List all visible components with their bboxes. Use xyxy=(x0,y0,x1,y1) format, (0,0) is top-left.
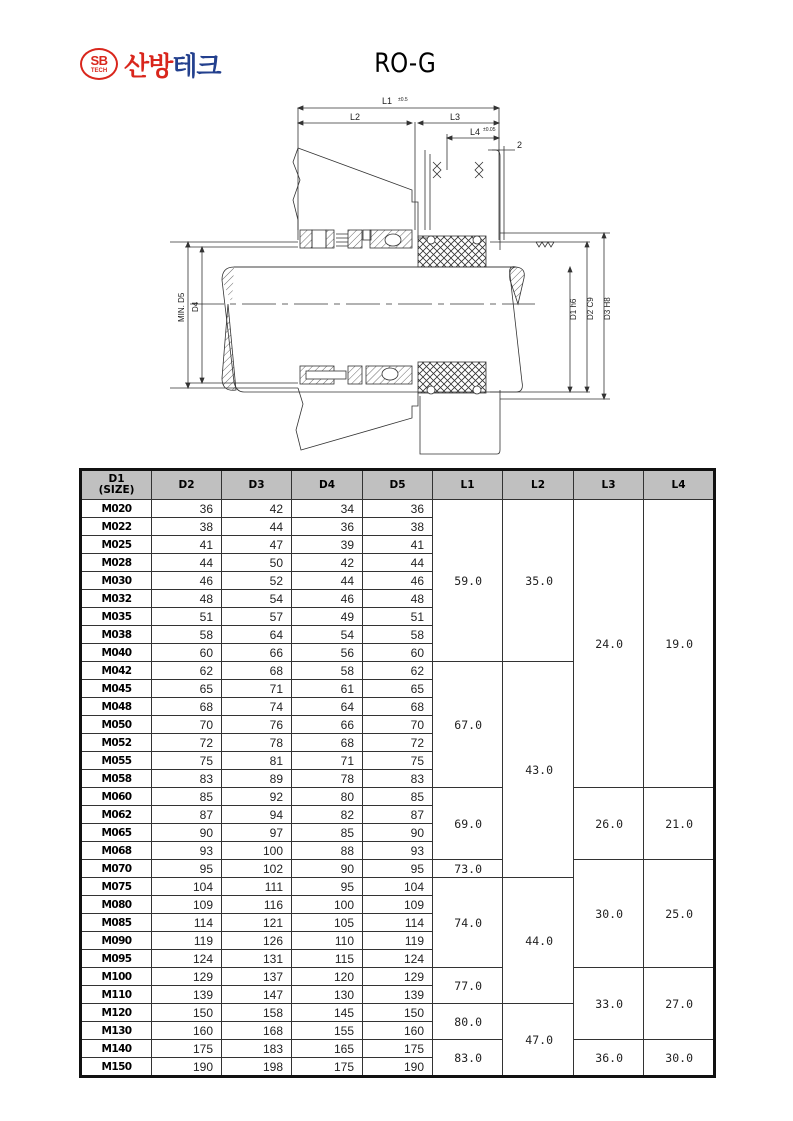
cell-size: M045 xyxy=(81,680,152,698)
cell-d3: 97 xyxy=(222,824,292,842)
cell-d2: 68 xyxy=(152,698,222,716)
cell-d3: 54 xyxy=(222,590,292,608)
cell-d4: 90 xyxy=(292,860,363,878)
cell-l4: 27.0 xyxy=(644,968,715,1040)
cell-d4: 165 xyxy=(292,1040,363,1058)
cell-d2: 41 xyxy=(152,536,222,554)
cell-d4: 46 xyxy=(292,590,363,608)
label-min-d5: MIN. D5 xyxy=(177,292,186,322)
label-d3: D3 H8 xyxy=(603,297,612,320)
cell-d3: 42 xyxy=(222,500,292,518)
cell-d2: 87 xyxy=(152,806,222,824)
dimension-table xyxy=(79,468,716,1078)
cell-d5: 70 xyxy=(363,716,433,734)
label-d1: D1 h6 xyxy=(569,298,578,320)
label-l1: L1 xyxy=(382,96,393,106)
cell-size: M025 xyxy=(81,536,152,554)
cell-d3: 50 xyxy=(222,554,292,572)
cell-d4: 42 xyxy=(292,554,363,572)
seal-cross-section-drawing xyxy=(150,90,630,462)
table-row xyxy=(81,968,715,986)
cell-size: M030 xyxy=(81,572,152,590)
cell-d2: 38 xyxy=(152,518,222,536)
cell-d3: 94 xyxy=(222,806,292,824)
cell-d5: 60 xyxy=(363,644,433,662)
header-d2: D2 xyxy=(152,470,222,500)
cell-size: M052 xyxy=(81,734,152,752)
cell-size: M130 xyxy=(81,1022,152,1040)
cell-d3: 44 xyxy=(222,518,292,536)
cell-d4: 44 xyxy=(292,572,363,590)
label-l1-tolerance: ±0.5 xyxy=(398,97,408,103)
cell-l4: 19.0 xyxy=(644,500,715,788)
cell-size: M032 xyxy=(81,590,152,608)
cell-d5: 90 xyxy=(363,824,433,842)
label-l4: L4 xyxy=(470,127,481,137)
cell-d4: 110 xyxy=(292,932,363,950)
cell-size: M055 xyxy=(81,752,152,770)
cell-size: M085 xyxy=(81,914,152,932)
cell-d2: 175 xyxy=(152,1040,222,1058)
cell-l3: 30.0 xyxy=(574,860,644,968)
cell-d3: 102 xyxy=(222,860,292,878)
cell-d3: 147 xyxy=(222,986,292,1004)
logo-badge xyxy=(80,48,118,80)
cell-d5: 93 xyxy=(363,842,433,860)
logo-wordmark xyxy=(124,46,220,83)
cell-d3: 57 xyxy=(222,608,292,626)
cell-d4: 39 xyxy=(292,536,363,554)
cell-d5: 44 xyxy=(363,554,433,572)
cell-l4: 21.0 xyxy=(644,788,715,860)
cell-d2: 95 xyxy=(152,860,222,878)
cell-d5: 119 xyxy=(363,932,433,950)
cell-size: M120 xyxy=(81,1004,152,1022)
cell-size: M020 xyxy=(81,500,152,518)
label-d4: D4 xyxy=(191,301,200,312)
cell-l1: 83.0 xyxy=(433,1040,503,1077)
logo-badge-sub: TECH xyxy=(90,68,108,74)
cell-l2: 43.0 xyxy=(503,662,574,878)
cell-d4: 95 xyxy=(292,878,363,896)
cell-l2: 35.0 xyxy=(503,500,574,662)
cell-d2: 75 xyxy=(152,752,222,770)
cell-d4: 71 xyxy=(292,752,363,770)
cell-d2: 139 xyxy=(152,986,222,1004)
cell-d2: 93 xyxy=(152,842,222,860)
cell-d4: 66 xyxy=(292,716,363,734)
header-l4: L4 xyxy=(644,470,715,500)
label-l4-tolerance: ±0.05 xyxy=(483,127,496,133)
cell-l1: 74.0 xyxy=(433,878,503,968)
cell-d3: 92 xyxy=(222,788,292,806)
cell-d5: 85 xyxy=(363,788,433,806)
header-l1: L1 xyxy=(433,470,503,500)
cell-size: M035 xyxy=(81,608,152,626)
cell-d5: 72 xyxy=(363,734,433,752)
cell-l1: 69.0 xyxy=(433,788,503,860)
cell-d2: 65 xyxy=(152,680,222,698)
cell-d5: 114 xyxy=(363,914,433,932)
cell-d5: 87 xyxy=(363,806,433,824)
cell-d3: 198 xyxy=(222,1058,292,1077)
cell-d4: 34 xyxy=(292,500,363,518)
cell-d2: 85 xyxy=(152,788,222,806)
cell-l2: 44.0 xyxy=(503,878,574,1004)
cell-d5: 83 xyxy=(363,770,433,788)
cell-d4: 54 xyxy=(292,626,363,644)
cell-d4: 68 xyxy=(292,734,363,752)
cell-d2: 160 xyxy=(152,1022,222,1040)
cell-size: M042 xyxy=(81,662,152,680)
cell-l3: 33.0 xyxy=(574,968,644,1040)
label-l2: L2 xyxy=(350,112,361,122)
cell-d2: 70 xyxy=(152,716,222,734)
cell-d3: 66 xyxy=(222,644,292,662)
cell-d3: 137 xyxy=(222,968,292,986)
table-row xyxy=(81,500,715,518)
cell-size: M110 xyxy=(81,986,152,1004)
header-l2: L2 xyxy=(503,470,574,500)
cell-d3: 116 xyxy=(222,896,292,914)
cell-size: M060 xyxy=(81,788,152,806)
cell-d3: 131 xyxy=(222,950,292,968)
cell-d5: 104 xyxy=(363,878,433,896)
cell-l1: 67.0 xyxy=(433,662,503,788)
cell-size: M038 xyxy=(81,626,152,644)
cell-d2: 51 xyxy=(152,608,222,626)
cell-d2: 119 xyxy=(152,932,222,950)
cell-d2: 48 xyxy=(152,590,222,608)
cell-d5: 36 xyxy=(363,500,433,518)
cell-size: M040 xyxy=(81,644,152,662)
cell-d3: 47 xyxy=(222,536,292,554)
cell-d3: 121 xyxy=(222,914,292,932)
header-d1-size xyxy=(81,470,152,500)
cell-d5: 95 xyxy=(363,860,433,878)
cell-d3: 78 xyxy=(222,734,292,752)
cell-d2: 83 xyxy=(152,770,222,788)
cell-d4: 80 xyxy=(292,788,363,806)
header-d5: D5 xyxy=(363,470,433,500)
cell-d2: 72 xyxy=(152,734,222,752)
label-gap: 2 xyxy=(517,140,523,150)
cell-l4: 30.0 xyxy=(644,1040,715,1077)
cell-d2: 150 xyxy=(152,1004,222,1022)
cell-d4: 61 xyxy=(292,680,363,698)
cell-d3: 64 xyxy=(222,626,292,644)
table-row xyxy=(81,788,715,806)
cell-d5: 109 xyxy=(363,896,433,914)
cell-d5: 62 xyxy=(363,662,433,680)
cell-d5: 51 xyxy=(363,608,433,626)
cell-d4: 56 xyxy=(292,644,363,662)
cell-d3: 158 xyxy=(222,1004,292,1022)
cell-d5: 129 xyxy=(363,968,433,986)
cell-l1: 77.0 xyxy=(433,968,503,1004)
cell-d4: 58 xyxy=(292,662,363,680)
cell-d3: 76 xyxy=(222,716,292,734)
cell-d2: 90 xyxy=(152,824,222,842)
cell-size: M140 xyxy=(81,1040,152,1058)
cell-d5: 41 xyxy=(363,536,433,554)
cell-size: M058 xyxy=(81,770,152,788)
label-l3: L3 xyxy=(450,112,461,122)
cell-size: M050 xyxy=(81,716,152,734)
cell-size: M095 xyxy=(81,950,152,968)
cell-d2: 60 xyxy=(152,644,222,662)
logo-badge-main: SB xyxy=(90,53,108,68)
table-header-row xyxy=(81,470,715,500)
header-d4: D4 xyxy=(292,470,363,500)
cell-d5: 190 xyxy=(363,1058,433,1077)
cell-d2: 44 xyxy=(152,554,222,572)
company-logo xyxy=(80,46,220,82)
cell-size: M065 xyxy=(81,824,152,842)
table-body xyxy=(81,500,715,1077)
cell-d4: 78 xyxy=(292,770,363,788)
cell-d2: 124 xyxy=(152,950,222,968)
cell-size: M028 xyxy=(81,554,152,572)
cell-d5: 58 xyxy=(363,626,433,644)
cell-l1: 80.0 xyxy=(433,1004,503,1040)
cell-d3: 68 xyxy=(222,662,292,680)
cell-d2: 62 xyxy=(152,662,222,680)
cell-d4: 175 xyxy=(292,1058,363,1077)
cell-d5: 175 xyxy=(363,1040,433,1058)
cell-size: M068 xyxy=(81,842,152,860)
cell-d5: 68 xyxy=(363,698,433,716)
cell-l2: 47.0 xyxy=(503,1004,574,1077)
cell-l3: 26.0 xyxy=(574,788,644,860)
logo-text-part1: 산방 xyxy=(124,51,173,82)
cell-d4: 88 xyxy=(292,842,363,860)
cell-d4: 130 xyxy=(292,986,363,1004)
cell-d3: 89 xyxy=(222,770,292,788)
cell-d4: 145 xyxy=(292,1004,363,1022)
cell-size: M048 xyxy=(81,698,152,716)
cell-d2: 129 xyxy=(152,968,222,986)
cell-d5: 124 xyxy=(363,950,433,968)
cell-d4: 120 xyxy=(292,968,363,986)
cell-d4: 100 xyxy=(292,896,363,914)
label-d2: D2 C9 xyxy=(586,297,595,320)
header-d3: D3 xyxy=(222,470,292,500)
cell-d2: 104 xyxy=(152,878,222,896)
cell-d2: 114 xyxy=(152,914,222,932)
header-l3: L3 xyxy=(574,470,644,500)
cell-d3: 111 xyxy=(222,878,292,896)
logo-text-part2: 테크 xyxy=(172,51,221,82)
cell-size: M150 xyxy=(81,1058,152,1077)
cell-d3: 74 xyxy=(222,698,292,716)
cell-d2: 190 xyxy=(152,1058,222,1077)
cell-d5: 46 xyxy=(363,572,433,590)
cell-size: M100 xyxy=(81,968,152,986)
cell-d4: 36 xyxy=(292,518,363,536)
table-row xyxy=(81,1040,715,1058)
cell-d3: 126 xyxy=(222,932,292,950)
cell-size: M075 xyxy=(81,878,152,896)
cell-d2: 46 xyxy=(152,572,222,590)
cell-d4: 64 xyxy=(292,698,363,716)
cell-l3: 36.0 xyxy=(574,1040,644,1077)
cell-l1: 59.0 xyxy=(433,500,503,662)
cell-d5: 38 xyxy=(363,518,433,536)
cell-d4: 155 xyxy=(292,1022,363,1040)
cell-d5: 48 xyxy=(363,590,433,608)
header-d1-line1: D1 xyxy=(108,473,125,485)
cell-l4: 25.0 xyxy=(644,860,715,968)
cell-d5: 65 xyxy=(363,680,433,698)
cell-size: M080 xyxy=(81,896,152,914)
cell-d3: 52 xyxy=(222,572,292,590)
cell-size: M062 xyxy=(81,806,152,824)
cell-d4: 49 xyxy=(292,608,363,626)
cell-d4: 85 xyxy=(292,824,363,842)
cell-d3: 183 xyxy=(222,1040,292,1058)
cell-d4: 82 xyxy=(292,806,363,824)
cell-d5: 160 xyxy=(363,1022,433,1040)
cell-d5: 75 xyxy=(363,752,433,770)
cell-d5: 150 xyxy=(363,1004,433,1022)
cell-d2: 36 xyxy=(152,500,222,518)
cell-d4: 105 xyxy=(292,914,363,932)
cell-d3: 71 xyxy=(222,680,292,698)
cell-d3: 168 xyxy=(222,1022,292,1040)
header-d1-line2: (SIZE) xyxy=(98,484,135,496)
cell-d2: 58 xyxy=(152,626,222,644)
product-title: RO-G xyxy=(374,48,436,79)
cell-l3: 24.0 xyxy=(574,500,644,788)
cell-d4: 115 xyxy=(292,950,363,968)
table-row xyxy=(81,860,715,878)
cell-d3: 100 xyxy=(222,842,292,860)
cell-d2: 109 xyxy=(152,896,222,914)
cell-size: M022 xyxy=(81,518,152,536)
cell-d3: 81 xyxy=(222,752,292,770)
cell-size: M070 xyxy=(81,860,152,878)
cell-size: M090 xyxy=(81,932,152,950)
cell-d5: 139 xyxy=(363,986,433,1004)
cell-l1: 73.0 xyxy=(433,860,503,878)
